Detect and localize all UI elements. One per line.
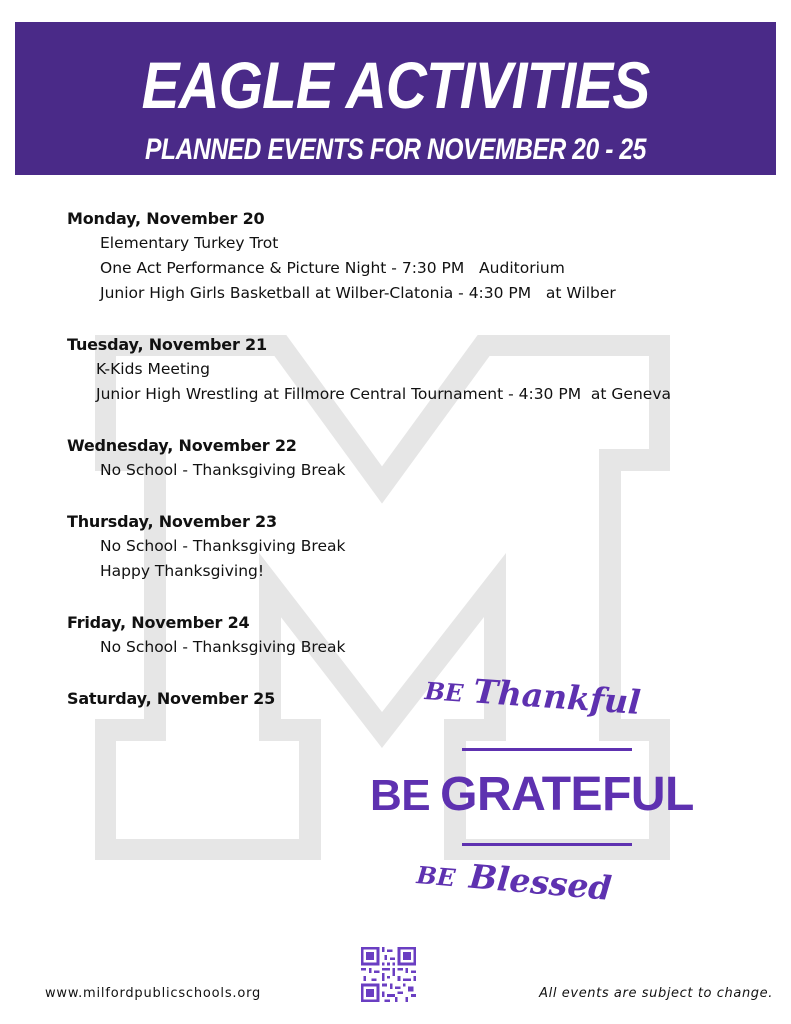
day-heading: Thursday, November 23 — [67, 512, 277, 531]
event-item: Junior High Girls Basketball at Wilber-Clatonia - 4:30 PM at Wilber — [100, 284, 616, 302]
divider — [462, 748, 632, 751]
day-thursday — [67, 509, 767, 584]
day-heading: Monday, November 20 — [67, 209, 265, 228]
badge-be: BE — [415, 860, 457, 893]
event-item: No School - Thanksgiving Break — [100, 638, 346, 656]
day-monday — [67, 206, 767, 306]
day-heading: Friday, November 24 — [67, 613, 250, 632]
badge-line-blessed — [415, 852, 613, 908]
day-wednesday — [67, 433, 767, 483]
badge-grateful-word: GRATEFUL — [440, 768, 694, 821]
day-heading: Tuesday, November 21 — [67, 335, 267, 354]
badge-line-grateful — [370, 767, 750, 822]
event-item: Happy Thanksgiving! — [100, 562, 265, 580]
disclaimer-text: All events are subject to change. — [539, 986, 773, 1001]
page-title: EAGLE ACTIVITIES — [141, 48, 650, 122]
badge-blessed-word: Blessed — [467, 856, 614, 908]
schedule — [67, 206, 767, 737]
event-item: No School - Thanksgiving Break — [100, 461, 346, 479]
qr-code-icon[interactable] — [361, 947, 416, 1002]
be-thankful-badge — [365, 662, 745, 932]
day-friday — [67, 610, 767, 660]
event-item: No School - Thanksgiving Break — [100, 537, 346, 555]
badge-line-thankful — [424, 668, 642, 722]
event-item: K-Kids Meeting — [96, 360, 210, 378]
header-banner — [15, 22, 776, 175]
badge-be: BE — [370, 771, 431, 820]
website-link[interactable]: www.milfordpublicschools.org — [45, 986, 262, 1001]
page-subtitle: PLANNED EVENTS FOR NOVEMBER 20 - 25 — [145, 133, 646, 166]
divider — [462, 843, 632, 846]
badge-be: BE — [423, 676, 465, 708]
day-heading: Saturday, November 25 — [67, 689, 276, 708]
badge-thankful-word: Thankful — [472, 671, 642, 723]
event-item: Junior High Wrestling at Fillmore Central Tournament - 4:30 PM at Geneva — [96, 385, 671, 403]
day-tuesday — [67, 332, 767, 407]
event-item: Elementary Turkey Trot — [100, 234, 279, 252]
event-item: One Act Performance & Picture Night - 7:30 PM Auditorium — [100, 259, 565, 277]
day-heading: Wednesday, November 22 — [67, 436, 297, 455]
